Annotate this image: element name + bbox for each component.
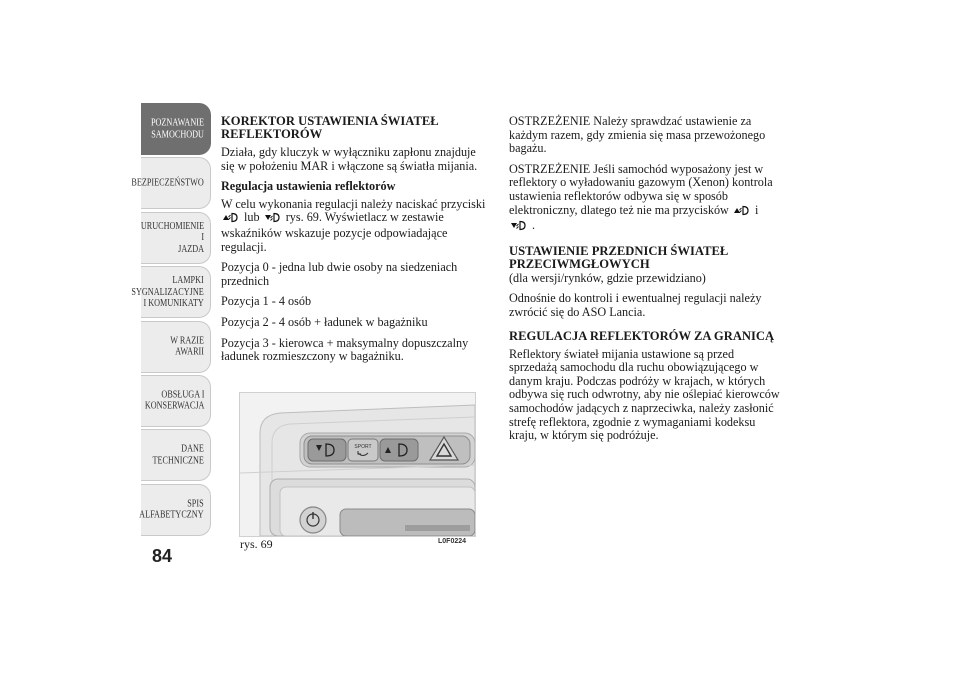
- sport-label: SPORT: [354, 444, 372, 450]
- paragraph: Reflektory świateł mijania ustawione są przed sprzedażą samochodu dla ruchu obowiązującego w danym kraju. Podczas podróży w krajach, w których odbywa się ruch odwrotny, aby nie oślepiać kierowców samochodów jadących z naprzeciwka, należy zasłonić strefę reflektora, zgodnie z wymaganiami kodeksu kraju, w którym się podróżuje.: [509, 346, 780, 443]
- subheading: Regulacja ustawienia reflektorów: [221, 179, 396, 194]
- tab-dane-techniczne[interactable]: [141, 429, 211, 481]
- headlight-down-icon: [510, 220, 528, 235]
- tab-label: OBSŁUGA I KONSERWACJA: [144, 389, 204, 412]
- tab-label: URUCHOMIENIE I JAZDA: [140, 220, 204, 255]
- headlight-down-button: [308, 439, 346, 461]
- headlight-up-icon: [733, 205, 751, 220]
- paragraph: Pozycja 2 - 4 osób + ładunek w bagażniku: [221, 314, 428, 329]
- section-heading-fog-lights: USTAWIENIE PRZEDNICH ŚWIATEŁ PRZECIWMGŁOWYCH: [509, 243, 729, 271]
- headlight-down-icon: [264, 212, 282, 227]
- tab-bezpieczenstwo[interactable]: [131, 157, 211, 209]
- warning-paragraph-xenon: OSTRZEŻENIE Jeśli samochód wyposażony jest w reflektory o wyładowaniu gazowym (Xenon) kontrola ustawienia reflektorów odbywa się w sposób elektroniczny, dlatego też nie ma przycisków i .: [509, 163, 784, 235]
- tab-lampki-sygnalizacyjne[interactable]: [131, 266, 211, 318]
- sport-button: [348, 439, 378, 461]
- left-column: [221, 115, 491, 371]
- fog-lights-note: (dla wersji/rynków, gdzie przewidziano): [509, 270, 706, 285]
- figure-dashboard-buttons: [239, 392, 476, 537]
- tab-uruchomienie-i-jazda[interactable]: [141, 212, 211, 264]
- headlight-up-button: [380, 439, 418, 461]
- figure-caption: rys. 69: [240, 537, 273, 551]
- tab-label: W RAZIE AWARII: [170, 335, 204, 358]
- tab-label: BEZPIECZEŃSTWO: [131, 177, 204, 189]
- tab-spis-alfabetyczny[interactable]: [141, 484, 211, 536]
- warning-paragraph: OSTRZEŻENIE Należy sprawdzać ustawienie za każdym razem, gdy zmienia się masa przewożonego bagażu.: [509, 114, 766, 156]
- paragraph: Pozycja 1 - 4 osób: [221, 294, 312, 309]
- section-heading-headlight-corrector: KOREKTOR USTAWIENIA ŚWIATEŁ REFLEKTORÓW: [221, 114, 439, 141]
- page-number: 84: [152, 546, 173, 566]
- dashboard-illustration: [240, 393, 475, 536]
- tab-poznawanie-samochodu[interactable]: [141, 103, 211, 155]
- tab-obsluga-i-konserwacja[interactable]: [141, 375, 211, 427]
- tab-label: DANE TECHNICZNE: [152, 443, 204, 467]
- paragraph: Pozycja 3 - kierowca + maksymalny dopuszczalny ładunek rozmieszczony w bagażniku.: [221, 335, 469, 364]
- paragraph: Pozycja 0 - jedna lub dwie osoby na siedzeniach przednich: [221, 260, 458, 288]
- power-knob: [300, 507, 326, 533]
- tab-label: LAMPKI SYGNALIZACYJNE I KOMUNIKATY: [131, 274, 204, 309]
- paragraph: Działa, gdy kluczyk w wyłączniku zapłonu znajduje się w położeniu MAR i włączone są światła mijania.: [221, 145, 478, 173]
- tab-label: POZNAWANIE SAMOCHODU: [150, 117, 204, 140]
- right-column: [509, 115, 784, 450]
- paragraph: Odnośnie do kontroli i ewentualnej regulacji należy zwrócić się do ASO Lancia.: [509, 291, 762, 319]
- tab-w-razie-awarii[interactable]: [141, 321, 211, 373]
- headlight-up-icon: [222, 212, 240, 227]
- tab-label: SPIS ALFABETYCZNY: [139, 498, 204, 521]
- paragraph-buttons: W celu wykonania regulacji należy naciskać przyciski lub rys. 69. Wyświetlacz w zestawie wskaźników wskazuje pozycje odpowiadające regulacji.: [221, 196, 486, 254]
- section-heading-abroad: REGULACJA REFLEKTORÓW ZA GRANICĄ: [509, 328, 775, 343]
- figure-code: L0F0224: [438, 538, 467, 545]
- sidebar-tabs: [131, 103, 211, 538]
